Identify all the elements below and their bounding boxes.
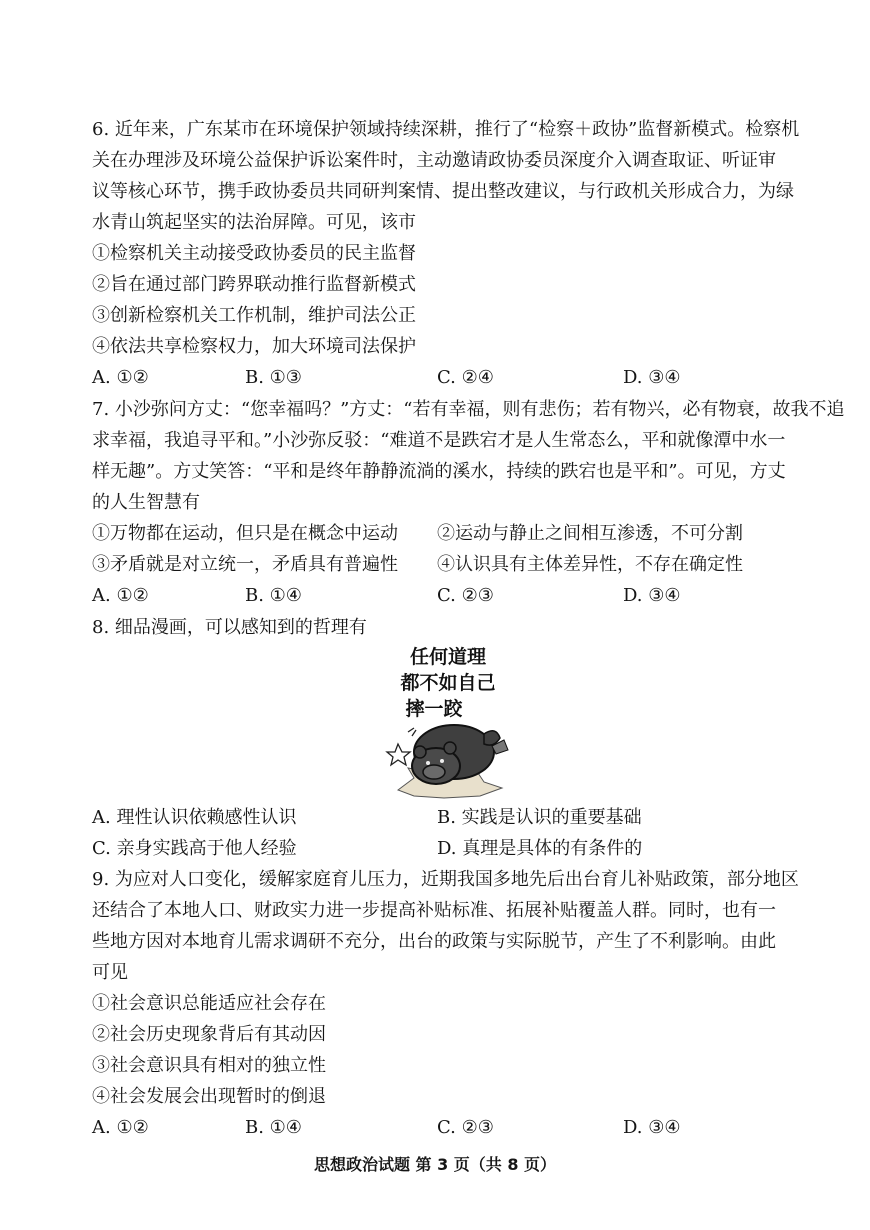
q6-option-2: ②旨在通过部门跨界联动推行监督新模式 bbox=[92, 274, 416, 295]
q9-line-1: 9. 为应对人口变化，缓解家庭育儿压力，近期我国多地先后出台育儿补贴政策，部分地区 bbox=[92, 869, 799, 890]
q8-choice-c[interactable]: C. 亲身实践高于他人经验 bbox=[92, 838, 297, 859]
q7-line-2: 求幸福，我追寻平和。”小沙弥反驳：“难道不是跌宕才是人生常态么，平和就像潭中水一 bbox=[92, 430, 786, 451]
q9-line-4: 可见 bbox=[92, 962, 128, 983]
cartoon-caption-line-3: 摔一跤 bbox=[405, 698, 463, 720]
q8-choice-a[interactable]: A. 理性认识依赖感性认识 bbox=[92, 807, 297, 828]
q7-option-3: ③矛盾就是对立统一，矛盾具有普遍性 bbox=[92, 554, 398, 575]
q6-line-3: 议等核心环节，携手政协委员共同研判案情、提出整改建议，与行政机关形成合力，为绿 bbox=[92, 181, 794, 202]
q9-option-4: ④社会发展会出现暂时的倒退 bbox=[92, 1086, 326, 1107]
cartoon-image bbox=[384, 640, 512, 800]
q9-line-3: 些地方因对本地育儿需求调研不充分，出台的政策与实际脱节，产生了不利影响。由此 bbox=[92, 931, 776, 952]
q7-line-4: 的人生智慧有 bbox=[92, 492, 200, 513]
q6-line-1: 6. 近年来，广东某市在环境保护领域持续深耕，推行了“检察＋政协”监督新模式。检察机 bbox=[92, 119, 800, 140]
cartoon-caption-line-1: 任何道理 bbox=[409, 646, 486, 668]
q9-choice-c[interactable]: C. ②③ bbox=[437, 1117, 494, 1138]
q7-line-3: 样无趣”。方丈笑答：“平和是终年静静流淌的溪水，持续的跌宕也是平和”。可见，方丈 bbox=[92, 461, 786, 482]
q6-choice-a[interactable]: A. ①② bbox=[92, 367, 149, 388]
q7-choice-b[interactable]: B. ①④ bbox=[245, 585, 302, 606]
q9-choice-d[interactable]: D. ③④ bbox=[623, 1117, 681, 1138]
q7-option-2: ②运动与静止之间相互渗透，不可分割 bbox=[437, 523, 743, 544]
q7-choice-d[interactable]: D. ③④ bbox=[623, 585, 681, 606]
q7-option-1: ①万物都在运动，但只是在概念中运动 bbox=[92, 523, 398, 544]
q9-option-2: ②社会历史现象背后有其动因 bbox=[92, 1024, 326, 1045]
cartoon-caption-line-2: 都不如自己 bbox=[400, 672, 496, 694]
q7-choice-a[interactable]: A. ①② bbox=[92, 585, 149, 606]
q6-option-4: ④依法共享检察权力，加大环境司法保护 bbox=[92, 336, 416, 357]
q7-option-4: ④认识具有主体差异性，不存在确定性 bbox=[437, 554, 743, 575]
q6-line-2: 关在办理涉及环境公益保护诉讼案件时，主动邀请政协委员深度介入调查取证、听证审 bbox=[92, 150, 776, 171]
q9-option-1: ①社会意识总能适应社会存在 bbox=[92, 993, 326, 1014]
q6-choice-b[interactable]: B. ①③ bbox=[245, 367, 302, 388]
q8-choice-d[interactable]: D. 真理是具体的有条件的 bbox=[437, 838, 643, 859]
page-footer: 思想政治试题 第 3 页（共 8 页） bbox=[313, 1155, 557, 1174]
q8-choice-b[interactable]: B. 实践是认识的重要基础 bbox=[437, 807, 642, 828]
q6-option-3: ③创新检察机关工作机制，维护司法公正 bbox=[92, 305, 416, 326]
q9-choice-a[interactable]: A. ①② bbox=[92, 1117, 149, 1138]
q7-line-1: 7. 小沙弥问方丈：“您幸福吗？”方丈：“若有幸福，则有悲伤；若有物兴，必有物衰，故我不追 bbox=[92, 399, 845, 420]
q6-choice-c[interactable]: C. ②④ bbox=[437, 367, 494, 388]
q7-choice-c[interactable]: C. ②③ bbox=[437, 585, 494, 606]
q6-option-1: ①检察机关主动接受政协委员的民主监督 bbox=[92, 243, 416, 264]
fallen-bear-drawing bbox=[384, 640, 512, 800]
q9-choice-b[interactable]: B. ①④ bbox=[245, 1117, 302, 1138]
q9-option-3: ③社会意识具有相对的独立性 bbox=[92, 1055, 326, 1076]
q9-line-2: 还结合了本地人口、财政实力进一步提高补贴标准、拓展补贴覆盖人群。同时，也有一 bbox=[92, 900, 776, 921]
q6-choice-d[interactable]: D. ③④ bbox=[623, 367, 681, 388]
q6-line-4: 水青山筑起坚实的法治屏障。可见，该市 bbox=[92, 212, 416, 233]
q8-line-1: 8. 细品漫画，可以感知到的哲理有 bbox=[92, 617, 367, 638]
